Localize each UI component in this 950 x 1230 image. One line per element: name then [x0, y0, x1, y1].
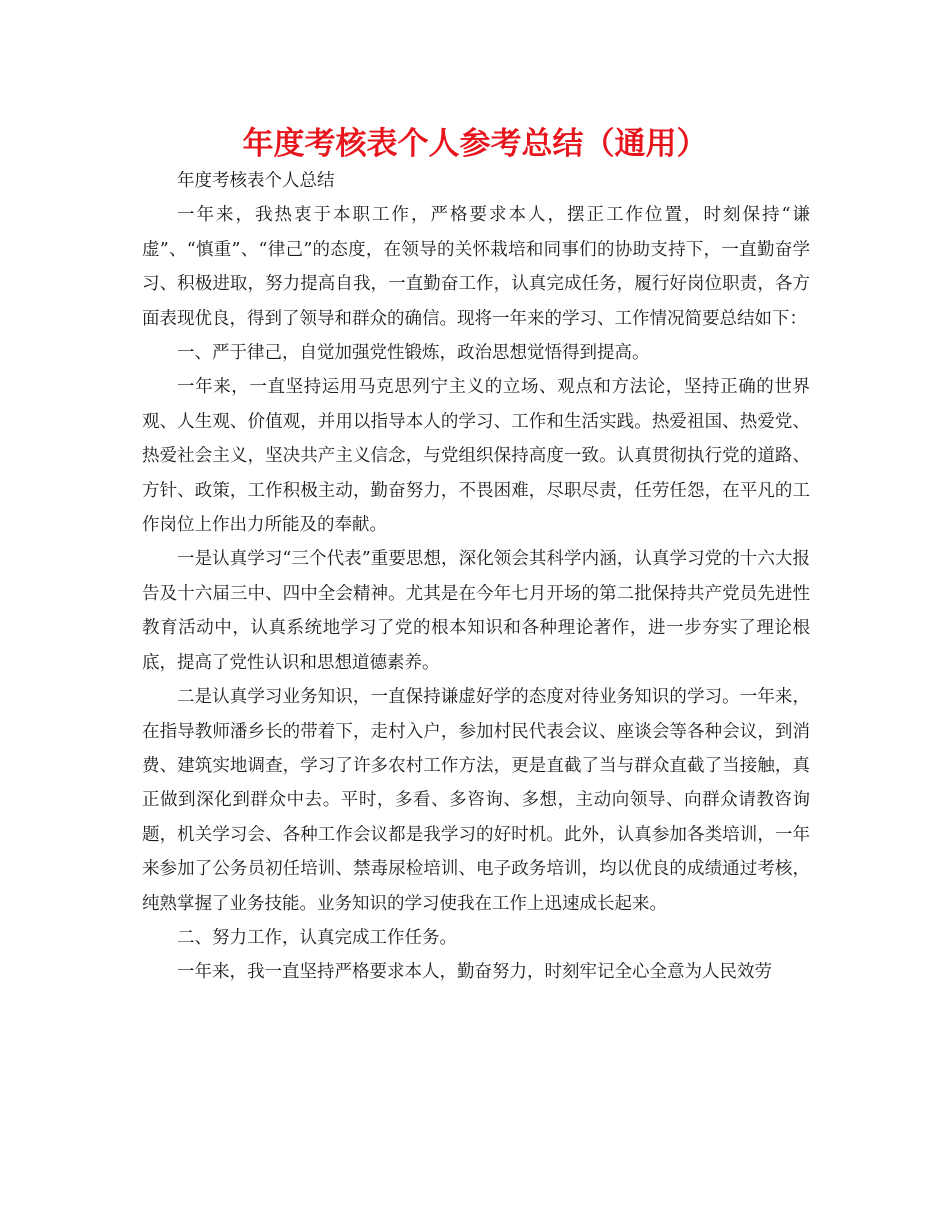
- document-body: [142, 164, 810, 990]
- document-title: 年度考核表个人参考总结（通用）: [242, 126, 708, 162]
- paragraph-intro: 一年来，我热衷于本职工作，严格要求本人，摆正工作位置，时刻保持“谦虚”、“慎重”、“律己”的态度，在领导的关怀栽培和同事们的协助支持下，一直勤奋学习、积极进取，努力提高自我，一直勤奋工作，认真完成任务，履行好岗位职责，各方面表现优良，得到了领导和群众的确信。现将一年来的学习、工作情况简要总结如下：: [142, 205, 810, 329]
- paragraph-point-1: 一是认真学习“三个代表”重要思想，深化领会其科学内涵，认真学习党的十六大报告及十六届三中、四中全会精神。尤其是在今年七月开场的第二批保持共产党员先进性教育活动中，认真系统地学习了党的根本知识和各种理论著作，进一步夯实了理论根底，提高了党性认识和思想道德素养。: [142, 549, 810, 673]
- paragraph-heading-2: 二、努力工作，认真完成工作任务。: [177, 927, 457, 948]
- paragraph-subtitle: 年度考核表个人总结: [177, 171, 335, 191]
- paragraph-point-2: 二是认真学习业务知识，一直保持谦虚好学的态度对待业务知识的学习。一年来，在指导教师潘乡长的带着下，走村入户，参加村民代表会议、座谈会等各种会议，到消费、建筑实地调查，学习了许多农村工作方法，更是直截了当与群众直截了当接触，真正做到深化到群众中去。平时，多看、多咨询、多想，主动向领导、向群众请教咨询题，机关学习会、各种工作会议都是我学习的好时机。此外，认真参加各类培训，一年来参加了公务员初任培训、禁毒尿检培训、电子政务培训，均以优良的成绩通过考核，纯熟掌握了业务技能。业务知识的学习使我在工作上迅速成长起来。: [142, 687, 810, 914]
- paragraph-section-2: 一年来，我一直坚持严格要求本人，勤奋努力，时刻牢记全心全意为人民效劳: [177, 962, 772, 983]
- paragraph-heading-1: 一、严于律己，自觉加强党性锻炼，政治思想觉悟得到提高。: [177, 343, 650, 364]
- paragraph-section-1: 一年来，一直坚持运用马克思列宁主义的立场、观点和方法论，坚持正确的世界观、人生观、价值观，并用以指导本人的学习、工作和生活实践。热爱祖国、热爱党、热爱社会主义，坚决共产主义信念，与党组织保持高度一致。认真贯彻执行党的道路、方针、政策，工作积极主动，勤奋努力，不畏困难，尽职尽责，任劳任怨，在平凡的工作岗位上作出力所能及的奉献。: [142, 377, 810, 536]
